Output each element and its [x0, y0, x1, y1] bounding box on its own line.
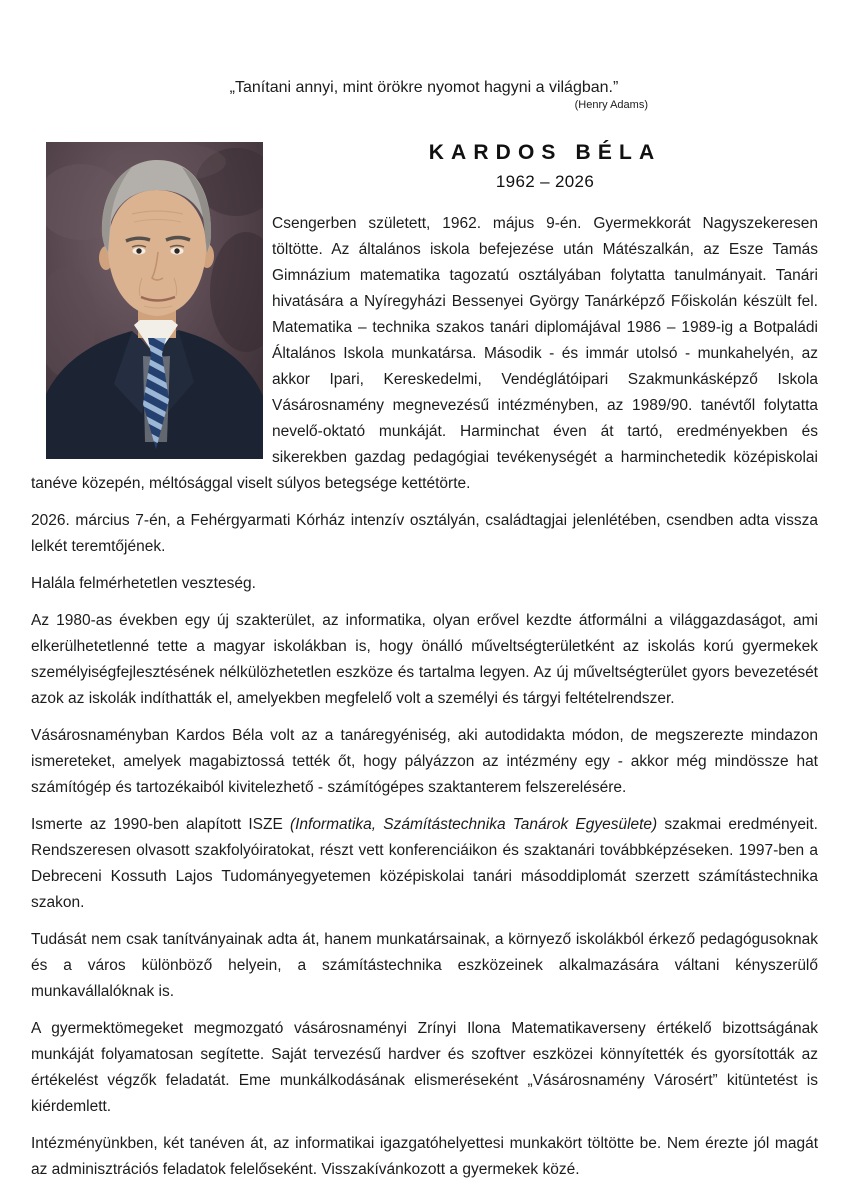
paragraph-computer-lab: Vásárosnaményban Kardos Béla volt az a tanáregyéniség, aki autodidakta módon, de megszerezte mindazon ismereteket, amelyek magabiztossá tették őt, hogy pályázzon az intézmény egy - akkor még mindössze hat számítógép és tartozékaiból kivitelezhető - számítógépes szaktanterem felszerelésére.	[31, 727, 818, 796]
quote-text: „Tanítani annyi, mint örökre nyomot hagyni a világban.”	[229, 79, 619, 96]
isze-name-italic: (Informatika, Számítástechnika Tanárok Egyesülete)	[289, 816, 658, 833]
quote-attribution: (Henry Adams)	[574, 99, 648, 111]
page-title: KARDOS BÉLA	[428, 141, 662, 164]
isze-text-after: szakmai eredményeit. Rendszeresen olvasott szakfolyóiratokat, részt vett konferenciáikon és szaktanári továbbképzéseken. 1997-ben a Debreceni Kossuth Lajos Tudományegyetemen középiskolai tanári másoddiplomát szerzett számítástechnika szakon.	[31, 816, 818, 911]
isze-text-before: Ismerte az 1990-ben alapított ISZE	[31, 816, 290, 833]
paragraph-loss: Halála felmérhetetlen veszteség.	[31, 575, 256, 592]
paragraph-knowledge-sharing: Tudását nem csak tanítványainak adta át, hanem munkatársainak, a környező iskolákból érkező pedagógusoknak és a város különböző helyein, a számítástechnika eszközeinek alkalmazására váltani kényszerülő munkavállalóknak is.	[31, 931, 818, 1000]
obituary-body	[31, 140, 818, 1183]
portrait-photo-illustration	[46, 142, 263, 459]
portrait-photo	[46, 142, 263, 459]
paragraph-informatics-era: Az 1980-as években egy új szakterület, az informatika, olyan erővel kezdte átformálni a világgazdaságot, ami elkerülhetetlenné tette a magyar iskolákban is, hogy önálló műveltségterületként az iskolás korú gyermekek személyiségfejlesztésének nélkülözhetetlen eszköze és tartalma legyen. Az új műveltségterület gyors bevezetését azok az iskolák indíthatták el, amelyekben megfelelő volt a személyi és tárgyi feltételrendszer.	[31, 612, 818, 707]
paragraph-biography: Csengerben született, 1962. május 9-én. Gyermekkorát Nagyszekeresen töltötte. Az általános iskola befejezése után Mátészalkán, az Esze Tamás Gimnázium matematika tagozatú osztályában folytatta tanulmányait. Tanári hivatására a Nyíregyházi Bessenyei György Tanárképző Főiskolán készült fel. Matematika – technika szakos tanári diplomájával 1986 – 1989-ig a Botpaládi Általános Iskola munkatársa. Második - és immár utolsó - munkahelyén, az akkor Ipari, Kereskedelmi, Vendéglátóipari Szakmunkásképző Iskola Vásárosnamény megnevezésű intézményben, az 1989/90. tanévtől folytatta nevelő-oktató munkáját. Harminchat éven át tartó, eredményekben és sikerekben gazdag pedagógiai tevékenységét a harminchetedik középiskolai tanéve közepén, méltósággal viselt súlyos betegsége kettétörte.	[31, 215, 818, 492]
paragraph-deputy-director: Intézményünkben, két tanéven át, az informatikai igazgatóhelyettesi munkakört töltötte be. Nem érezte jól magát az adminisztrációs feladatok felelőseként. Visszakívánkozott a gyermekek közé.	[31, 1135, 818, 1178]
paragraph-death: 2026. március 7-én, a Fehérgyarmati Kórház intenzív osztályán, családtagjai jelenlétében, csendben adta vissza lelkét teremtőjének.	[31, 512, 818, 555]
life-dates: 1962 – 2026	[495, 172, 595, 191]
quote-block	[0, 78, 848, 112]
paragraph-math-competition: A gyermektömegeket megmozgató vásárosnaményi Zrínyi Ilona Matematikaverseny értékelő bizottságának munkáját folyamatosan segítette. Saját tervezésű hardver és szoftver eszközei könnyítették és gyorsították az értékelést végzők feladatát. Eme munkálkodásának elismeréseként „Vásárosnamény Városért” kitüntetést is kiérdemlett.	[31, 1020, 818, 1115]
paragraph-isze-studies	[31, 812, 818, 916]
